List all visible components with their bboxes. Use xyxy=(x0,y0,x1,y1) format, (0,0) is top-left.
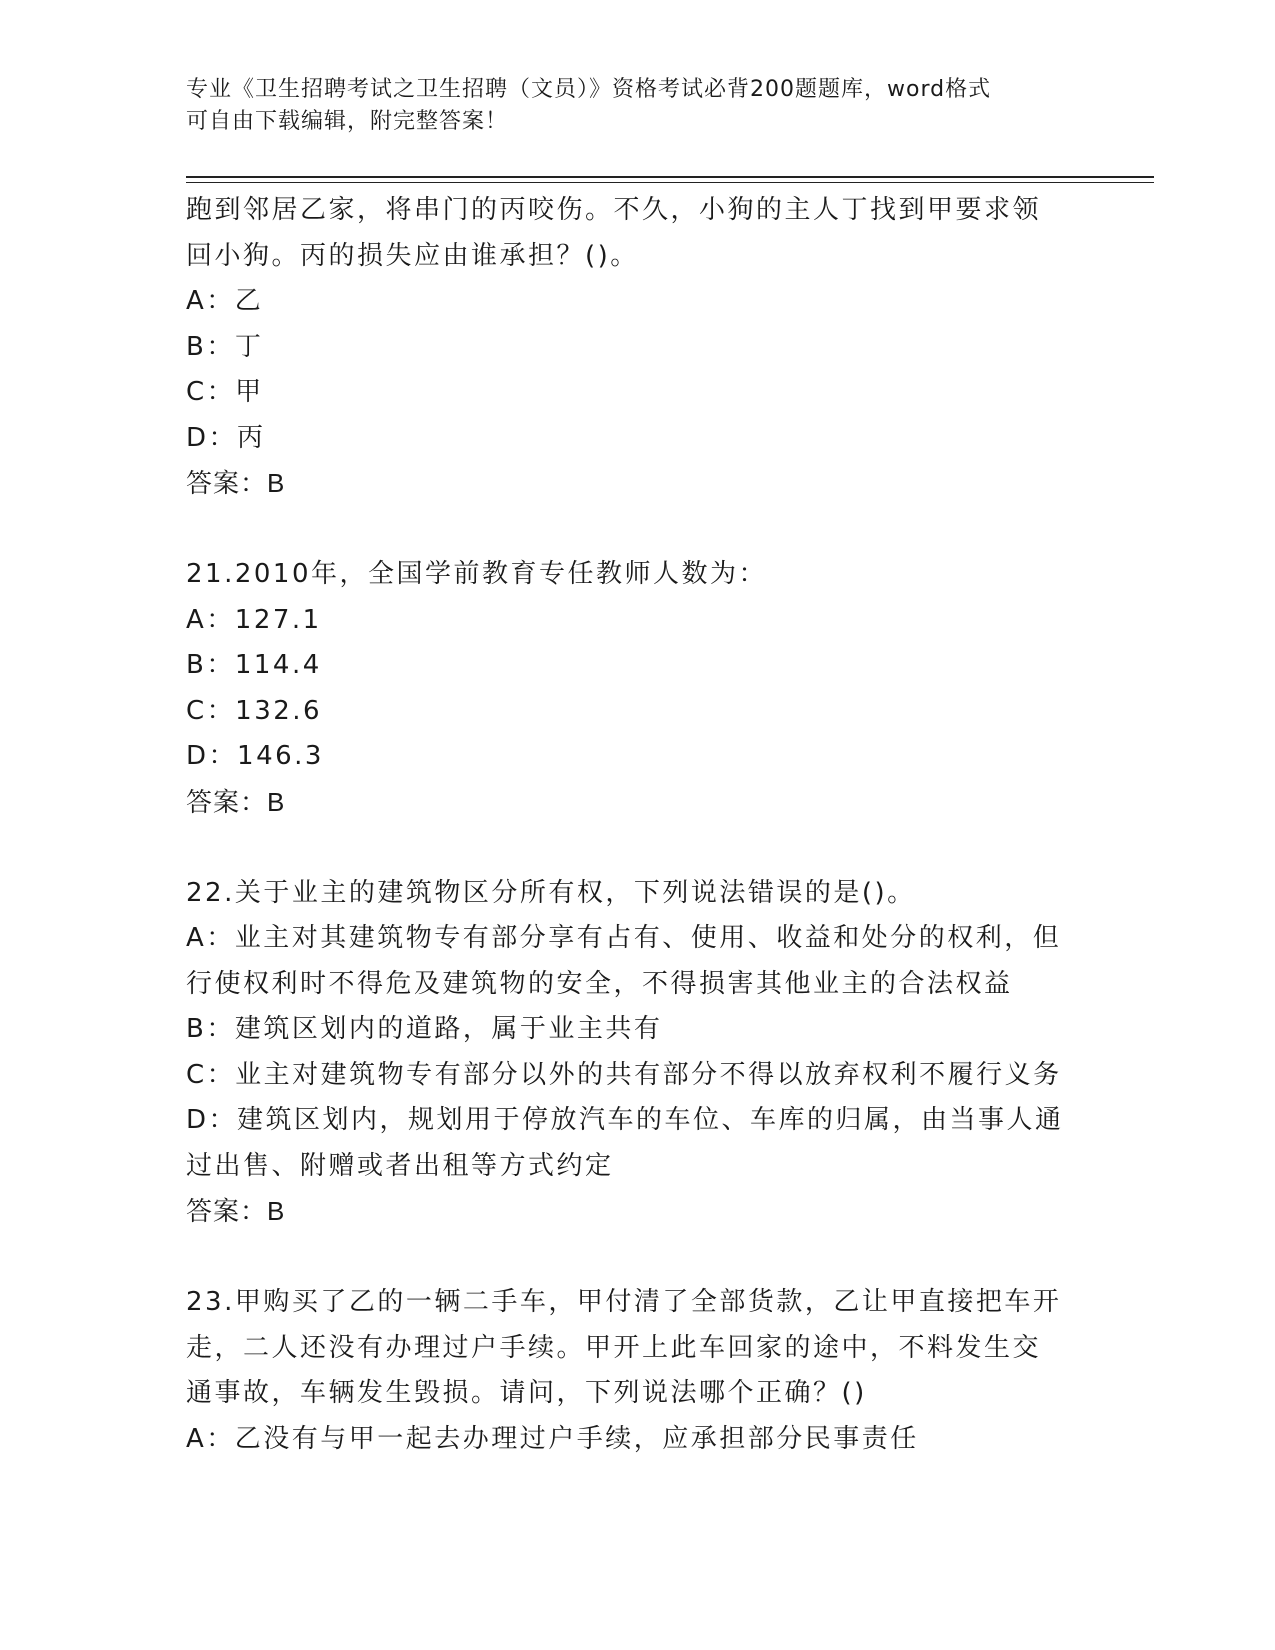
question-21-option-a: A：127.1 xyxy=(186,604,322,635)
question-20-stem-line-2: 回小狗。丙的损失应由谁承担？()。 xyxy=(186,240,639,271)
question-21-option-c: C：132.6 xyxy=(186,695,323,726)
question-23-option-a: A：乙没有与甲一起去办理过户手续，应承担部分民事责任 xyxy=(186,1423,919,1454)
question-21-option-d: D：146.3 xyxy=(186,741,324,771)
question-21-stem: 21.2010年，全国学前教育专任教师人数为： xyxy=(186,559,768,589)
question-22-stem: 22.关于业主的建筑物区分所有权，下列说法错误的是()。 xyxy=(186,877,916,908)
question-20-option-b: B：丁 xyxy=(186,331,264,362)
question-22-option-a-line-2: 行使权利时不得危及建筑物的安全，不得损害其他业主的合法权益 xyxy=(186,968,1013,999)
question-list xyxy=(186,188,1086,1462)
question-23-stem-line-2: 走，二人还没有办理过户手续。甲开上此车回家的途中，不料发生交 xyxy=(186,1332,1042,1363)
header-line-2: 可自由下载编辑，附完整答案！ xyxy=(186,109,509,134)
question-spacer xyxy=(186,1235,1086,1281)
question-20-option-d: D：丙 xyxy=(186,422,266,453)
question-20-option-c: C：甲 xyxy=(186,377,264,407)
question-23-stem-line-3: 通事故，车辆发生毁损。请问，下列说法哪个正确？() xyxy=(186,1378,867,1408)
header-divider-thin xyxy=(186,182,1154,183)
question-21-answer: 答案：B xyxy=(186,786,286,817)
question-20-answer: 答案：B xyxy=(186,468,286,498)
question-22-option-a-line-1: A：业主对其建筑物专有部分享有占有、使用、收益和处分的权利，但 xyxy=(186,923,1062,953)
page-header xyxy=(186,74,1086,138)
question-22-answer: 答案：B xyxy=(186,1196,286,1226)
header-divider-thick xyxy=(186,176,1154,178)
question-20 xyxy=(186,188,1086,507)
question-20-stem-line-1: 跑到邻居乙家，将串门的丙咬伤。不久，小狗的主人丁找到甲要求领 xyxy=(186,195,1042,225)
question-22 xyxy=(186,871,1086,1235)
question-23-stem-line-1: 23.甲购买了乙的一辆二手车，甲付清了全部货款，乙让甲直接把车开 xyxy=(186,1287,1062,1317)
question-21-option-b: B：114.4 xyxy=(186,650,322,680)
question-spacer xyxy=(186,507,1086,553)
question-20-option-a: A：乙 xyxy=(186,286,264,316)
header-line-1: 专业《卫生招聘考试之卫生招聘（文员）》资格考试必背200题题库，word格式 xyxy=(186,77,992,102)
question-spacer xyxy=(186,825,1086,871)
question-22-option-b: B：建筑区划内的道路，属于业主共有 xyxy=(186,1014,663,1044)
question-22-option-d-line-2: 过出售、附赠或者出租等方式约定 xyxy=(186,1150,614,1181)
question-22-option-d-line-1: D：建筑区划内，规划用于停放汽车的车位、车库的归属，由当事人通 xyxy=(186,1105,1064,1135)
question-22-option-c: C：业主对建筑物专有部分以外的共有部分不得以放弃权利不履行义务 xyxy=(186,1059,1062,1090)
question-21 xyxy=(186,552,1086,825)
question-23 xyxy=(186,1280,1086,1462)
